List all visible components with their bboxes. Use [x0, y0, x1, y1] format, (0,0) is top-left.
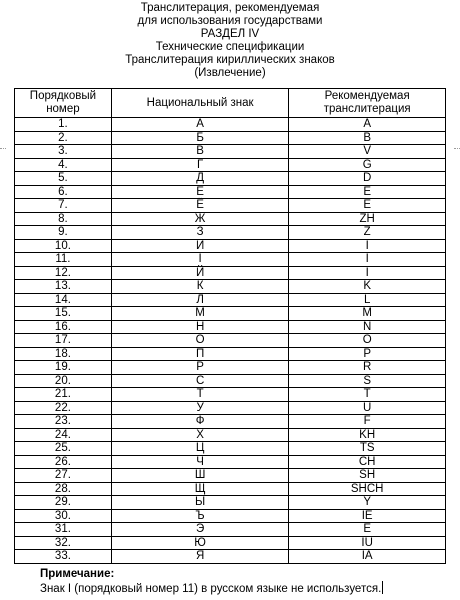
table-row [15, 145, 446, 159]
cell-national-sign: Г [111, 158, 289, 172]
cell-national-sign: М [111, 307, 289, 321]
cell-transliteration: G [289, 158, 446, 172]
cell-ordinal: 30. [15, 509, 112, 523]
header-line-6: (Извлечение) [194, 67, 266, 79]
cell-ordinal: 21. [15, 388, 112, 402]
cell-national-sign: Ё [111, 199, 289, 213]
table-row [15, 388, 446, 402]
cell-transliteration: V [289, 145, 446, 159]
cell-national-sign: Л [111, 293, 289, 307]
margin-mark-left [0, 148, 6, 149]
cell-transliteration: M [289, 307, 446, 321]
cell-transliteration: E [289, 185, 446, 199]
cell-national-sign: Б [111, 131, 289, 145]
cell-ordinal: 17. [15, 334, 112, 348]
cell-ordinal: 16. [15, 320, 112, 334]
header-ordinal-line1: Порядковый [29, 90, 97, 102]
cell-ordinal: 2. [15, 131, 112, 145]
cell-transliteration: D [289, 172, 446, 186]
cell-national-sign: Я [111, 550, 289, 564]
table-row [15, 442, 446, 456]
cell-ordinal: 8. [15, 212, 112, 226]
note-text: Знак І (порядковый номер 11) в русском языке не используется. [40, 583, 382, 595]
table-row [15, 455, 446, 469]
cell-national-sign: Щ [111, 482, 289, 496]
note-text-line[interactable] [40, 581, 383, 596]
cell-ordinal: 20. [15, 374, 112, 388]
transliteration-table [14, 88, 446, 564]
table-row [15, 199, 446, 213]
header-line-4: Технические спецификации [155, 41, 305, 53]
cell-transliteration: ZH [289, 212, 446, 226]
cell-ordinal: 12. [15, 266, 112, 280]
table-row [15, 226, 446, 240]
header-transliteration [289, 89, 446, 118]
cell-transliteration: E [289, 199, 446, 213]
cell-transliteration: P [289, 347, 446, 361]
cell-transliteration: TS [289, 442, 446, 456]
table-row [15, 347, 446, 361]
cell-ordinal: 18. [15, 347, 112, 361]
table-row [15, 118, 446, 132]
table-row [15, 239, 446, 253]
cell-national-sign: Е [111, 185, 289, 199]
cell-transliteration: SH [289, 469, 446, 483]
cell-ordinal: 25. [15, 442, 112, 456]
cell-transliteration: L [289, 293, 446, 307]
cell-national-sign: Ф [111, 415, 289, 429]
cell-ordinal: 15. [15, 307, 112, 321]
cell-ordinal: 13. [15, 280, 112, 294]
cell-transliteration: B [289, 131, 446, 145]
cell-transliteration: E [289, 523, 446, 537]
table-row [15, 536, 446, 550]
cell-national-sign: Т [111, 388, 289, 402]
cell-transliteration: Z [289, 226, 446, 240]
cell-ordinal: 14. [15, 293, 112, 307]
table-row [15, 374, 446, 388]
header-line-5: Транслитерация кириллических знаков [125, 54, 335, 66]
table-row [15, 428, 446, 442]
table-row [15, 131, 446, 145]
cell-transliteration: F [289, 415, 446, 429]
cell-transliteration: IA [289, 550, 446, 564]
table-row [15, 361, 446, 375]
cell-ordinal: 27. [15, 469, 112, 483]
cell-national-sign: А [111, 118, 289, 132]
cell-ordinal: 22. [15, 401, 112, 415]
cell-national-sign: Ы [111, 496, 289, 510]
cell-transliteration: Y [289, 496, 446, 510]
cell-transliteration: IU [289, 536, 446, 550]
cell-national-sign: З [111, 226, 289, 240]
table-row [15, 158, 446, 172]
cell-ordinal: 6. [15, 185, 112, 199]
table-row [15, 253, 446, 267]
table-row [15, 415, 446, 429]
cell-national-sign: У [111, 401, 289, 415]
cell-national-sign: И [111, 239, 289, 253]
cell-transliteration: CH [289, 455, 446, 469]
header-line-2: для использования государствами [137, 15, 323, 27]
cell-ordinal: 10. [15, 239, 112, 253]
cell-transliteration: K [289, 280, 446, 294]
table-row [15, 320, 446, 334]
cell-ordinal: 11. [15, 253, 112, 267]
cell-transliteration: S [289, 374, 446, 388]
cell-ordinal: 19. [15, 361, 112, 375]
table-row [15, 523, 446, 537]
table-body [15, 118, 446, 564]
cell-ordinal: 9. [15, 226, 112, 240]
table-row [15, 334, 446, 348]
cell-national-sign: Ж [111, 212, 289, 226]
cell-transliteration: T [289, 388, 446, 402]
cell-national-sign: Х [111, 428, 289, 442]
table-row [15, 280, 446, 294]
cell-national-sign: Н [111, 320, 289, 334]
cell-national-sign: Й [111, 266, 289, 280]
cell-ordinal: 32. [15, 536, 112, 550]
cell-ordinal: 26. [15, 455, 112, 469]
header-translit-line2: транслитерация [323, 103, 411, 115]
header-ordinal [15, 89, 112, 118]
header-line-3: РАЗДЕЛ IV [200, 28, 260, 40]
cell-ordinal: 31. [15, 523, 112, 537]
cell-transliteration: KH [289, 428, 446, 442]
cell-national-sign: Ъ [111, 509, 289, 523]
cell-national-sign: Ц [111, 442, 289, 456]
table-row [15, 482, 446, 496]
margin-mark-right [454, 148, 460, 149]
cell-national-sign: Ш [111, 469, 289, 483]
table-row [15, 293, 446, 307]
table-row [15, 266, 446, 280]
cell-ordinal: 5. [15, 172, 112, 186]
cell-national-sign: Д [111, 172, 289, 186]
cell-national-sign: К [111, 280, 289, 294]
cell-ordinal: 29. [15, 496, 112, 510]
cell-transliteration: I [289, 266, 446, 280]
header-national-sign: Национальный знак [111, 89, 289, 118]
table-row [15, 509, 446, 523]
cell-national-sign: Э [111, 523, 289, 537]
cell-national-sign: В [111, 145, 289, 159]
cell-ordinal: 1. [15, 118, 112, 132]
cell-transliteration: R [289, 361, 446, 375]
header-line-1: Транслитерация, рекомендуемая [140, 2, 320, 14]
table-row [15, 185, 446, 199]
table-header-row [15, 89, 446, 118]
cell-national-sign: О [111, 334, 289, 348]
cell-transliteration: IE [289, 509, 446, 523]
cell-ordinal: 7. [15, 199, 112, 213]
table-row [15, 550, 446, 564]
cell-national-sign: Ч [111, 455, 289, 469]
cell-national-sign: І [111, 253, 289, 267]
cell-transliteration: U [289, 401, 446, 415]
cell-ordinal: 4. [15, 158, 112, 172]
table-row [15, 212, 446, 226]
text-cursor [382, 581, 383, 594]
header-translit-line1: Рекомендуемая [324, 90, 410, 102]
note [40, 567, 383, 596]
document-header [0, 2, 460, 80]
cell-ordinal: 3. [15, 145, 112, 159]
cell-national-sign: Ю [111, 536, 289, 550]
cell-transliteration: SHCH [289, 482, 446, 496]
cell-ordinal: 28. [15, 482, 112, 496]
cell-transliteration: O [289, 334, 446, 348]
table-row [15, 307, 446, 321]
cell-transliteration: I [289, 239, 446, 253]
cell-ordinal: 33. [15, 550, 112, 564]
cell-transliteration: A [289, 118, 446, 132]
cell-transliteration: N [289, 320, 446, 334]
cell-national-sign: С [111, 374, 289, 388]
table-row [15, 401, 446, 415]
cell-ordinal: 24. [15, 428, 112, 442]
table-row [15, 496, 446, 510]
cell-national-sign: Р [111, 361, 289, 375]
header-ordinal-line2: номер [46, 103, 80, 115]
cell-ordinal: 23. [15, 415, 112, 429]
note-title: Примечание: [40, 568, 115, 580]
cell-transliteration: I [289, 253, 446, 267]
table-row [15, 172, 446, 186]
table-row [15, 469, 446, 483]
cell-national-sign: П [111, 347, 289, 361]
